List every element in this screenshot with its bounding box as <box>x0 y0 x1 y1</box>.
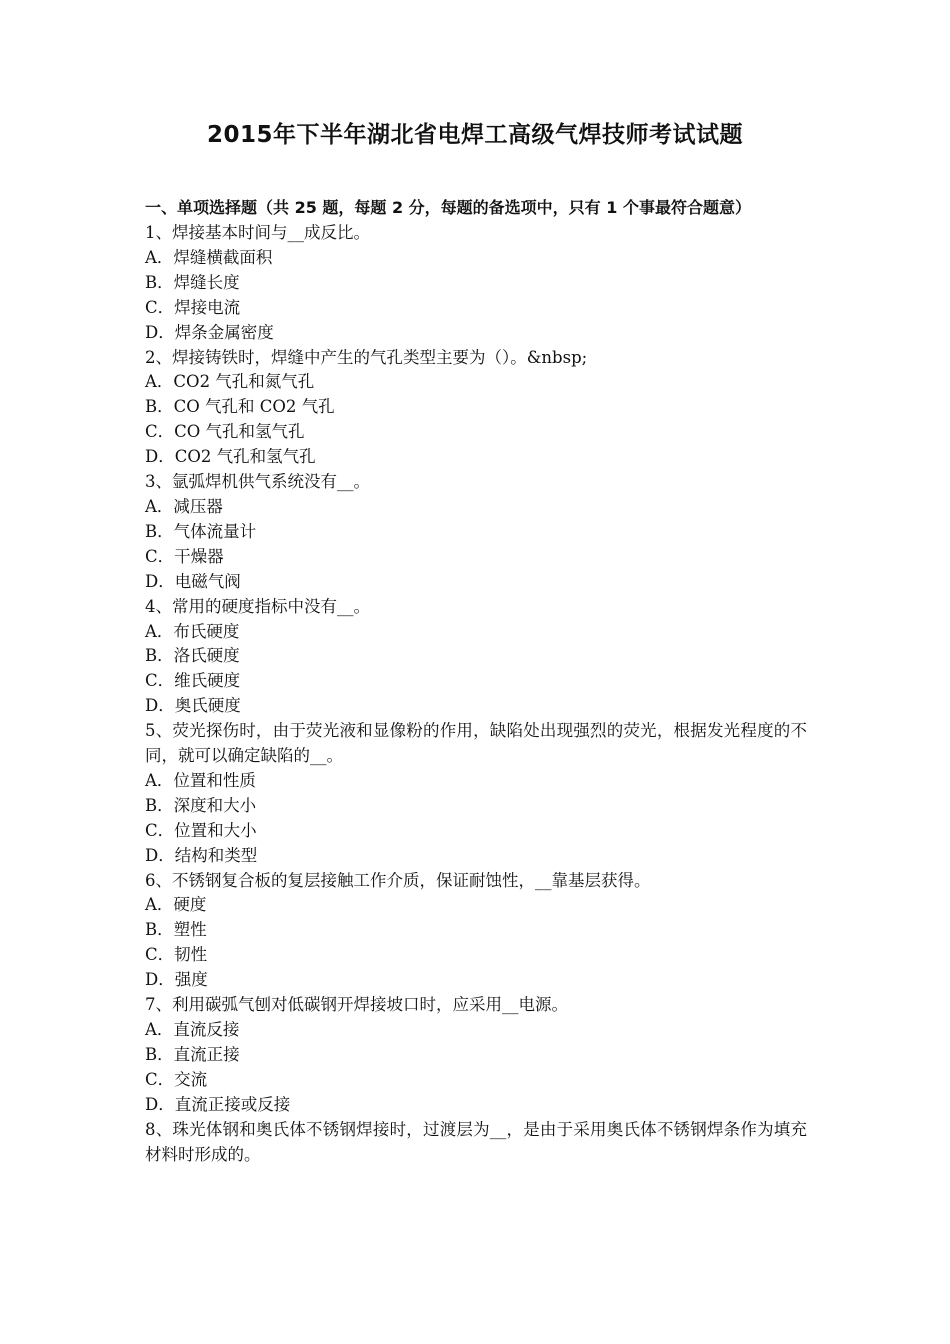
option-d: D．电磁气阀 <box>145 571 241 591</box>
question-6 <box>145 869 807 994</box>
option-d: D．强度 <box>145 970 208 990</box>
option-a: A．CO2 气孔和氮气孔 <box>145 372 315 392</box>
option-d: D．焊条金属密度 <box>145 322 274 342</box>
section-heading: 一、单项选择题（共 25 题，每题 2 分，每题的备选项中，只有 1 个事最符合题意） <box>145 198 751 217</box>
option-a: A．直流反接 <box>145 1020 240 1039</box>
document-body <box>145 196 807 1167</box>
question-stem: 5、荧光探伤时，由于荧光液和显像粉的作用，缺陷处出现强烈的荧光，根据发光程度的不同，就可以确定缺陷的__。 <box>145 721 807 766</box>
question-stem: 2、焊接铸铁时，焊缝中产生的气孔类型主要为（）。&nbsp; <box>145 347 588 367</box>
option-c: C．位置和大小 <box>145 820 257 840</box>
question-stem: 8、珠光体钢和奥氏体不锈钢焊接时，过渡层为__，是由于采用奥氏体不锈钢焊条作为填充材料时形成的。 <box>145 1119 807 1164</box>
option-b: B．塑性 <box>145 920 207 940</box>
option-b: B．焊缝长度 <box>145 272 240 292</box>
option-b: B．气体流量计 <box>145 521 257 541</box>
option-c: C．维氏硬度 <box>145 671 241 691</box>
option-b: B．深度和大小 <box>145 795 257 815</box>
question-5 <box>145 719 807 868</box>
question-stem: 7、利用碳弧气刨对低碳钢开焊接坡口时，应采用__电源。 <box>145 995 568 1015</box>
option-d: D．结构和类型 <box>145 845 258 865</box>
option-c: C．干燥器 <box>145 546 224 566</box>
question-7 <box>145 993 807 1118</box>
option-a: A．减压器 <box>145 496 223 516</box>
option-c: C．交流 <box>145 1069 208 1089</box>
question-stem: 1、焊接基本时间与__成反比。 <box>145 223 370 242</box>
question-stem: 4、常用的硬度指标中没有__。 <box>145 596 370 616</box>
question-4 <box>145 595 807 720</box>
option-a: A．硬度 <box>145 895 207 915</box>
question-8 <box>145 1118 807 1168</box>
option-d: D．直流正接或反接 <box>145 1094 291 1114</box>
document-title: 2015年下半年湖北省电焊工高级气焊技师考试试题 <box>206 122 743 148</box>
option-b: B．洛氏硬度 <box>145 646 240 666</box>
option-d: D．奥氏硬度 <box>145 696 241 716</box>
question-2 <box>145 346 807 471</box>
option-b: B．CO 气孔和 CO2 气孔 <box>145 397 335 417</box>
option-d: D．CO2 气孔和氢气孔 <box>145 447 316 467</box>
option-a: A．焊缝横截面积 <box>145 247 273 267</box>
option-c: C．韧性 <box>145 945 208 965</box>
question-1 <box>145 221 807 346</box>
option-a: A．位置和性质 <box>145 770 256 790</box>
option-c: C．焊接电流 <box>145 297 241 317</box>
option-b: B．直流正接 <box>145 1044 240 1064</box>
question-stem: 6、不锈钢复合板的复层接触工作介质，保证耐蚀性，__靠基层获得。 <box>145 870 651 890</box>
option-c: C．CO 气孔和氢气孔 <box>145 422 305 442</box>
question-3 <box>145 470 807 595</box>
question-stem: 3、氩弧焊机供气系统没有__。 <box>145 472 370 492</box>
option-a: A．布氏硬度 <box>145 621 240 641</box>
